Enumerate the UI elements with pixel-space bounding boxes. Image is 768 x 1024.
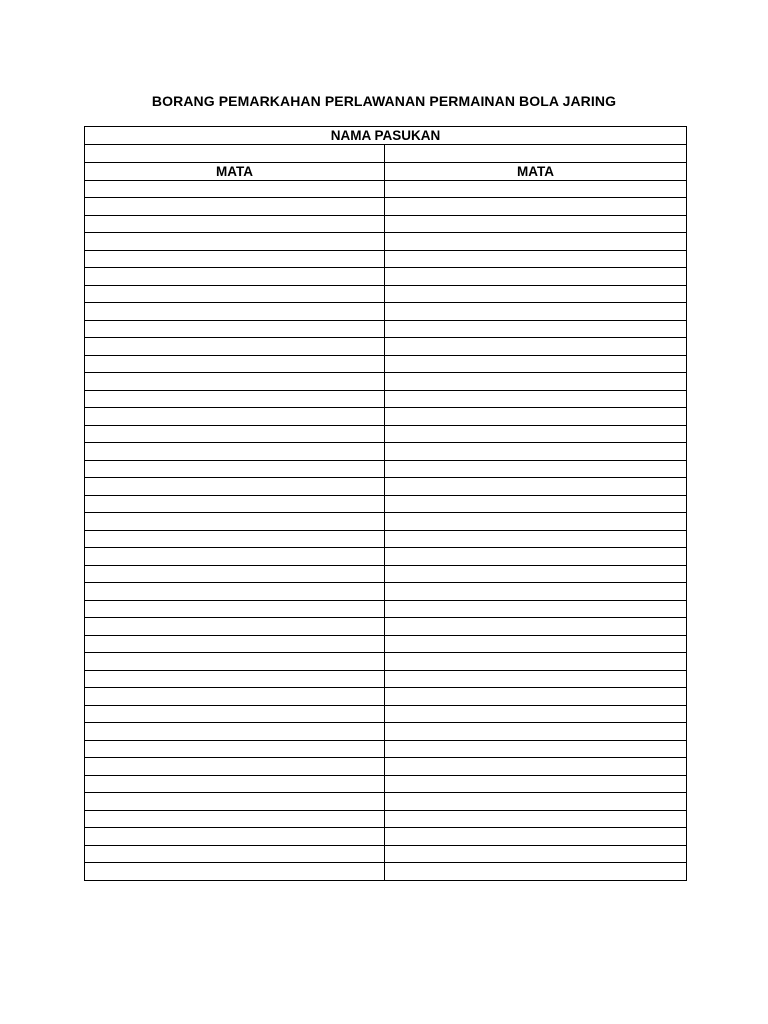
team-name-cell-left[interactable]: [85, 145, 385, 163]
team-name-row: [85, 145, 687, 163]
score-cell-right[interactable]: [385, 408, 687, 426]
column-label-left: MATA: [85, 162, 385, 180]
score-cell-left[interactable]: [85, 198, 385, 216]
table-row: [85, 828, 687, 846]
score-cell-left[interactable]: [85, 268, 385, 286]
table-row: [85, 390, 687, 408]
score-cell-right[interactable]: [385, 338, 687, 356]
score-cell-right[interactable]: [385, 863, 687, 881]
score-cell-left[interactable]: [85, 548, 385, 566]
table-row: [85, 355, 687, 373]
table-row: [85, 723, 687, 741]
table-row: [85, 583, 687, 601]
table-row: [85, 705, 687, 723]
score-cell-left[interactable]: [85, 635, 385, 653]
score-cell-right[interactable]: [385, 758, 687, 776]
scoring-table: [84, 126, 687, 881]
score-cell-left[interactable]: [85, 670, 385, 688]
table-row: [85, 303, 687, 321]
score-cell-left[interactable]: [85, 723, 385, 741]
table-row: [85, 478, 687, 496]
table-row: [85, 285, 687, 303]
table-row: [85, 688, 687, 706]
score-cell-left[interactable]: [85, 705, 385, 723]
score-cell-left[interactable]: [85, 863, 385, 881]
score-cell-right[interactable]: [385, 583, 687, 601]
table-row: [85, 338, 687, 356]
table-row: [85, 233, 687, 251]
score-cell-right[interactable]: [385, 495, 687, 513]
score-cell-left[interactable]: [85, 758, 385, 776]
score-cell-left[interactable]: [85, 285, 385, 303]
score-cell-right[interactable]: [385, 530, 687, 548]
table-row: [85, 863, 687, 881]
score-cell-right[interactable]: [385, 233, 687, 251]
score-cell-right[interactable]: [385, 635, 687, 653]
score-cell-right[interactable]: [385, 303, 687, 321]
score-cell-right[interactable]: [385, 250, 687, 268]
page-title: BORANG PEMARKAHAN PERLAWANAN PERMAINAN BOLA JARING: [151, 93, 617, 109]
table-row: [85, 320, 687, 338]
score-cell-left[interactable]: [85, 845, 385, 863]
score-cell-right[interactable]: [385, 740, 687, 758]
table-row: [85, 845, 687, 863]
table-row: [85, 268, 687, 286]
score-cell-left[interactable]: [85, 688, 385, 706]
table-row: [85, 775, 687, 793]
table-row: [85, 810, 687, 828]
table-row: [85, 653, 687, 671]
table-row: [85, 495, 687, 513]
column-label-row: [85, 162, 687, 180]
score-cell-right[interactable]: [385, 600, 687, 618]
score-cell-right[interactable]: [385, 355, 687, 373]
table-row: [85, 425, 687, 443]
score-cell-right[interactable]: [385, 513, 687, 531]
table-row: [85, 250, 687, 268]
score-cell-right[interactable]: [385, 180, 687, 198]
score-cell-left[interactable]: [85, 215, 385, 233]
score-cell-right[interactable]: [385, 653, 687, 671]
score-cell-left[interactable]: [85, 513, 385, 531]
table-row: [85, 443, 687, 461]
score-cell-right[interactable]: [385, 198, 687, 216]
table-header-row: [85, 127, 687, 145]
score-cell-right[interactable]: [385, 723, 687, 741]
score-cell-right[interactable]: [385, 670, 687, 688]
table-row: [85, 793, 687, 811]
table-row: [85, 670, 687, 688]
score-cell-right[interactable]: [385, 478, 687, 496]
table-row: [85, 180, 687, 198]
score-cell-left[interactable]: [85, 740, 385, 758]
score-cell-right[interactable]: [385, 845, 687, 863]
score-cell-right[interactable]: [385, 285, 687, 303]
score-cell-left[interactable]: [85, 250, 385, 268]
score-cell-left[interactable]: [85, 775, 385, 793]
table-row: [85, 513, 687, 531]
score-cell-right[interactable]: [385, 548, 687, 566]
score-cell-right[interactable]: [385, 373, 687, 391]
score-cell-left[interactable]: [85, 530, 385, 548]
table-row: [85, 373, 687, 391]
score-cell-left[interactable]: [85, 443, 385, 461]
score-cell-left[interactable]: [85, 180, 385, 198]
score-cell-right[interactable]: [385, 705, 687, 723]
score-cell-left[interactable]: [85, 373, 385, 391]
table-row: [85, 215, 687, 233]
table-row: [85, 740, 687, 758]
score-cell-left[interactable]: [85, 565, 385, 583]
score-cell-left[interactable]: [85, 320, 385, 338]
score-cell-right[interactable]: [385, 775, 687, 793]
table-row: [85, 600, 687, 618]
score-cell-left[interactable]: [85, 828, 385, 846]
score-cell-right[interactable]: [385, 793, 687, 811]
score-cell-left[interactable]: [85, 425, 385, 443]
table-row: [85, 198, 687, 216]
table-row: [85, 618, 687, 636]
score-cell-right[interactable]: [385, 460, 687, 478]
score-cell-left[interactable]: [85, 618, 385, 636]
score-cell-right[interactable]: [385, 390, 687, 408]
score-cell-left[interactable]: [85, 810, 385, 828]
table-row: [85, 565, 687, 583]
score-cell-right[interactable]: [385, 320, 687, 338]
score-cell-right[interactable]: [385, 443, 687, 461]
table-row: [85, 635, 687, 653]
score-cell-right[interactable]: [385, 565, 687, 583]
score-cell-left[interactable]: [85, 583, 385, 601]
score-cell-left[interactable]: [85, 233, 385, 251]
score-cell-left[interactable]: [85, 390, 385, 408]
table-row: [85, 758, 687, 776]
score-cell-left[interactable]: [85, 793, 385, 811]
score-cell-right[interactable]: [385, 618, 687, 636]
score-cell-left[interactable]: [85, 600, 385, 618]
score-cell-left[interactable]: [85, 478, 385, 496]
score-cell-right[interactable]: [385, 688, 687, 706]
score-cell-right[interactable]: [385, 425, 687, 443]
score-cell-left[interactable]: [85, 653, 385, 671]
table-row: [85, 530, 687, 548]
score-cell-left[interactable]: [85, 303, 385, 321]
score-cell-left[interactable]: [85, 355, 385, 373]
table-row: [85, 408, 687, 426]
score-cell-left[interactable]: [85, 495, 385, 513]
score-cell-left[interactable]: [85, 408, 385, 426]
table-row: [85, 548, 687, 566]
score-cell-right[interactable]: [385, 810, 687, 828]
score-cell-left[interactable]: [85, 338, 385, 356]
score-cell-right[interactable]: [385, 268, 687, 286]
column-label-right: MATA: [385, 162, 687, 180]
team-name-header: NAMA PASUKAN: [85, 127, 687, 145]
score-cell-left[interactable]: [85, 460, 385, 478]
score-cell-right[interactable]: [385, 215, 687, 233]
table-row: [85, 460, 687, 478]
team-name-cell-right[interactable]: [385, 145, 687, 163]
score-cell-right[interactable]: [385, 828, 687, 846]
